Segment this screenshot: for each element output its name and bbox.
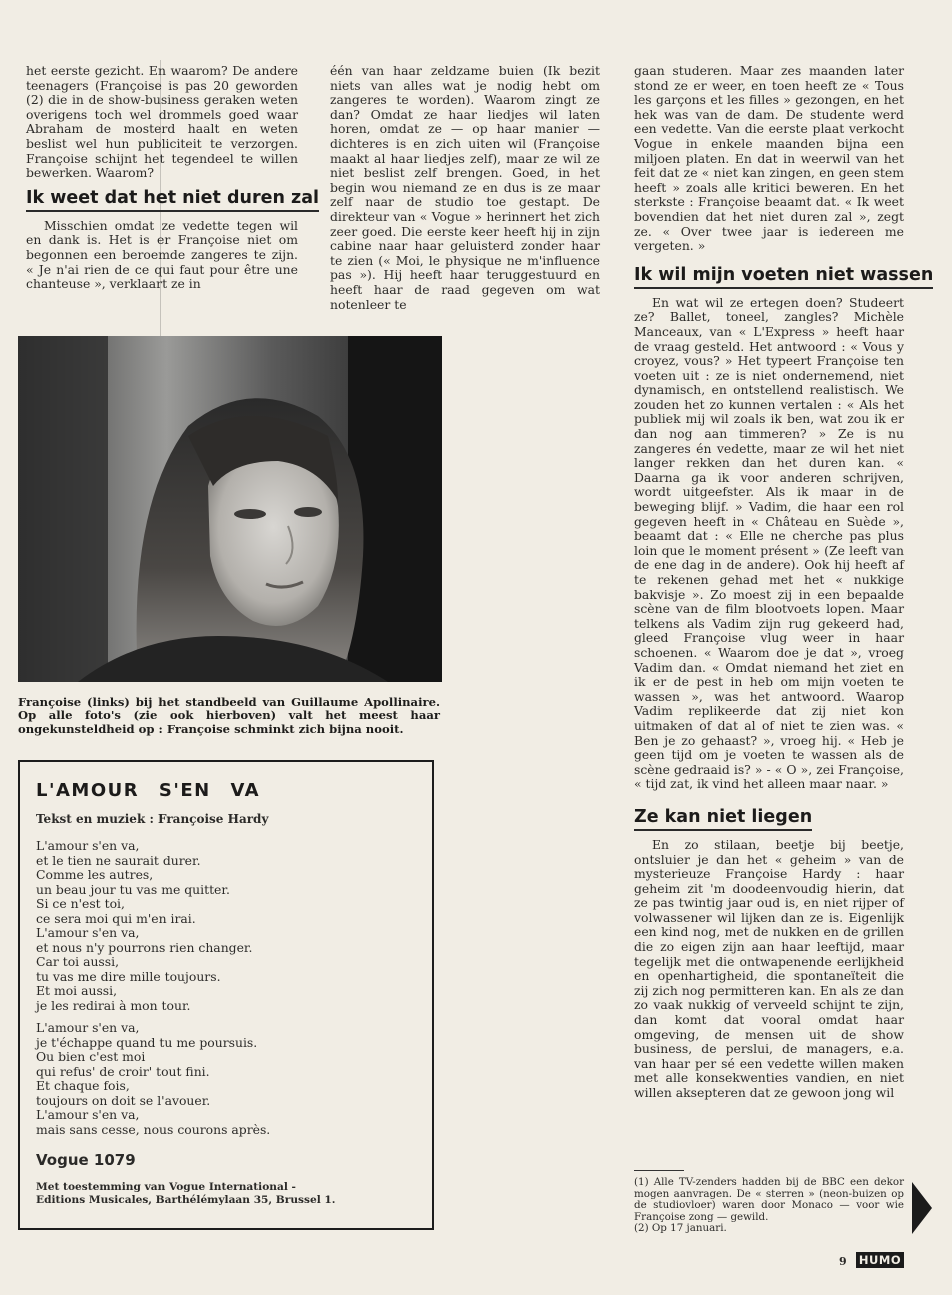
footnote-2: (2) Op 17 januari. [634,1222,727,1235]
portrait-photo [18,336,442,682]
paragraph: Misschien omdat ze vedette tegen wil en dank is. Het is er Françoise niet om begonnen een beroemde zangeres te zijn. « Je n'ai rien de ce qui faut pour être une chanteuse », verklaart ze in [26,217,298,292]
permission-notice: Met toestemming van Vogue International - Editions Musicales, Barthélémylaan 35, Brussel 1. [36,1181,336,1206]
record-label: Vogue 1079 [36,1151,136,1169]
song-lyrics-box [18,760,434,1230]
section-heading: Ik weet dat het niet duren zal [26,187,319,212]
footnote-rule [634,1170,684,1171]
page-number: 9 [839,1255,847,1268]
paragraph: En zo stilaan, beetje bij beetje, ontsluier je dan het « geheim » van de mysterieuze Françoise Hardy : haar geheim zit 'm doodeenvoudig hierin, dat ze pas twintig jaar oud is, en niet rijper of volwassener wil lijken dan ze is. Eigenlijk een kind nog, met de nukken en de grillen die zo eigen zijn aan haar leeftijd, maar tegelijk met die ontwapenende eerlijkheid en openhartigheid, die spontaneïteit die zij zich nog permitteren kan. En als ze dan zo vaak nukkig of verveeld schijnt te zijn, dan komt dat vooral omdat haar omgeving, de mensen uit de show business, de perslui, de managers, e.a. van haar per sé een vedette willen maken met alle konsekwenties vandien, en niet willen aksepteren dat ze gewoon jong wil [634,836,904,1100]
magazine-logo: HUMO [856,1252,904,1268]
song-credit: Tekst en muziek : Françoise Hardy [36,812,269,826]
column-3 [634,63,934,1101]
song-verse-1: L'amour s'en va, et le tien ne saurait durer. Comme les autres, un beau jour tu vas me quitter. Si ce n'est toi, ce sera moi qui m'en irai. L'amour s'en va, et nous n'y pourrons rien changer. Car toi aussi, tu vas me dire mille toujours. Et moi aussi, je les redirai à mon tour. [36,838,253,1013]
paragraph: het eerste gezicht. En waarom? De andere teenagers (Françoise is pas 20 geworden (2) die in de show-business geraken weten overigens toch wel drommels goed waar Abraham de mosterd haalt en weten beslist wel hun publiciteit te verzorgen. Françoise schijnt het tegendeel te willen bewerken. Waarom? [26,63,298,181]
column-2 [330,64,600,312]
footnotes [634,1170,904,1235]
continue-arrow-icon [912,1182,932,1234]
song-title: L'AMOUR S'EN VA [36,780,261,801]
song-verse-2: L'amour s'en va, je t'échappe quand tu me poursuis. Ou bien c'est moi qui refus' de croir' tout fini. Et chaque fois, toujours on doit se l'avouer. L'amour s'en va, mais sans cesse, nous courons après. [36,1020,271,1137]
section-heading: Ze kan niet liegen [634,806,812,831]
paragraph: één van haar zeldzame buien (Ik bezit niets van alles wat je nodig hebt om zangeres te worden). Waarom zingt ze dan? Omdat ze haar liedjes wil laten horen, omdat ze — op haar manier — dichteres is en zich uiten wil (Françoise maakt al haar liedjes zelf), maar ze wil ze niet beslist zelf brengen. Goed, in het begin wou niemand ze en dus is ze maar zelf naar de studio toe gestapt. De direkteur van « Vogue » herinnert het zich zeer goed. Die eerste keer heeft hij in zijn cabine naar haar geluisterd zonder haar te zien (« Moi, le physique ne m'influence pas »). Hij heeft haar teruggestuurd en heeft haar de raad gegeven om wat notenleer te [330,63,600,312]
paragraph: gaan studeren. Maar zes maanden later stond ze er weer, en toen heeft ze « Tous les garçons et les filles » gezongen, en het hek was van de dam. De studente werd een vedette. Van die eerste plaat verkocht Vogue in enkele maanden bijna een miljoen platen. En dat in weerwil van het feit dat ze « niet kan zingen, en geen stem heeft » zoals alle kritici beweren. En het sterkste : Françoise beaamt dat. « Ik weet bovendien dat het niet duren zal », zegt ze. « Over twee jaar is iedereen me vergeten. » [634,63,904,254]
paragraph: En wat wil ze ertegen doen? Studeert ze? Ballet, toneel, zangles? Michèle Manceaux, van « L'Express » heeft haar de vraag gesteld. Het antwoord : « Vous y croyez, vous? » Het typeert Françoise ten voeten uit : ze is niet ondernemend, niet dynamisch, en ontstellend realistisch. We zouden het zo kunnen vertalen : « Als het publiek mij wil zoals ik ben, wat zou ik er dan nog aan timmeren? » Ze is nu zangeres én vedette, maar ze wil het niet langer rekken dan het duren kan. « Daarna ga ik voor anderen schrijven, wordt uitgeefster. Als ik maar in de beweging blijf. » Vadim, die haar een rol gegeven heeft in « Château en Suède », beaamt dat : « Elle ne cherche pas plus loin que le moment présent » (Ze leeft van de ene dag in de andere). Ook hij heeft af te rekenen gehad met het « nukkige bakvisje ». Zo moest zij in een bepaalde scène van de film blootvoets lopen. Maar telkens als Vadim zijn rug gekeerd had, gleed Françoise vlug weer in haar schoenen. « Waarom doe je dat », vroeg Vadim dan. « Omdat niemand het ziet en ik er de pest in heb om mijn voeten te wassen », was het antwoord. Waarop Vadim replikeerde dat zij niet kon uitmaken of dat al of niet te zien was. « Ben je zo gehaast? », vroeg hij. « Heb je geen tijd om je voeten te wassen als de scène gedraaid is? » - « O », zei Françoise, « tijd zat, ik vind het alleen maar naar. » [634,294,904,792]
footnote-1: (1) Alle TV-zenders hadden bij de BBC een dekor mogen aanvragen. De « sterren » (neon-buizen op de studiovloer) waren door Monaco — voor wie Françoise zong — gewild. [634,1176,904,1223]
portrait-image [18,336,442,682]
section-heading: Ik wil mijn voeten niet wassen [634,264,933,289]
photo-caption: Françoise (links) bij het standbeeld van Guillaume Apollinaire. Op alle foto's (zie ook hierboven) valt het meest haar ongekunsteldheid op : Françoise schminkt zich bijna nooit. [18,695,440,736]
column-1 [26,63,319,292]
